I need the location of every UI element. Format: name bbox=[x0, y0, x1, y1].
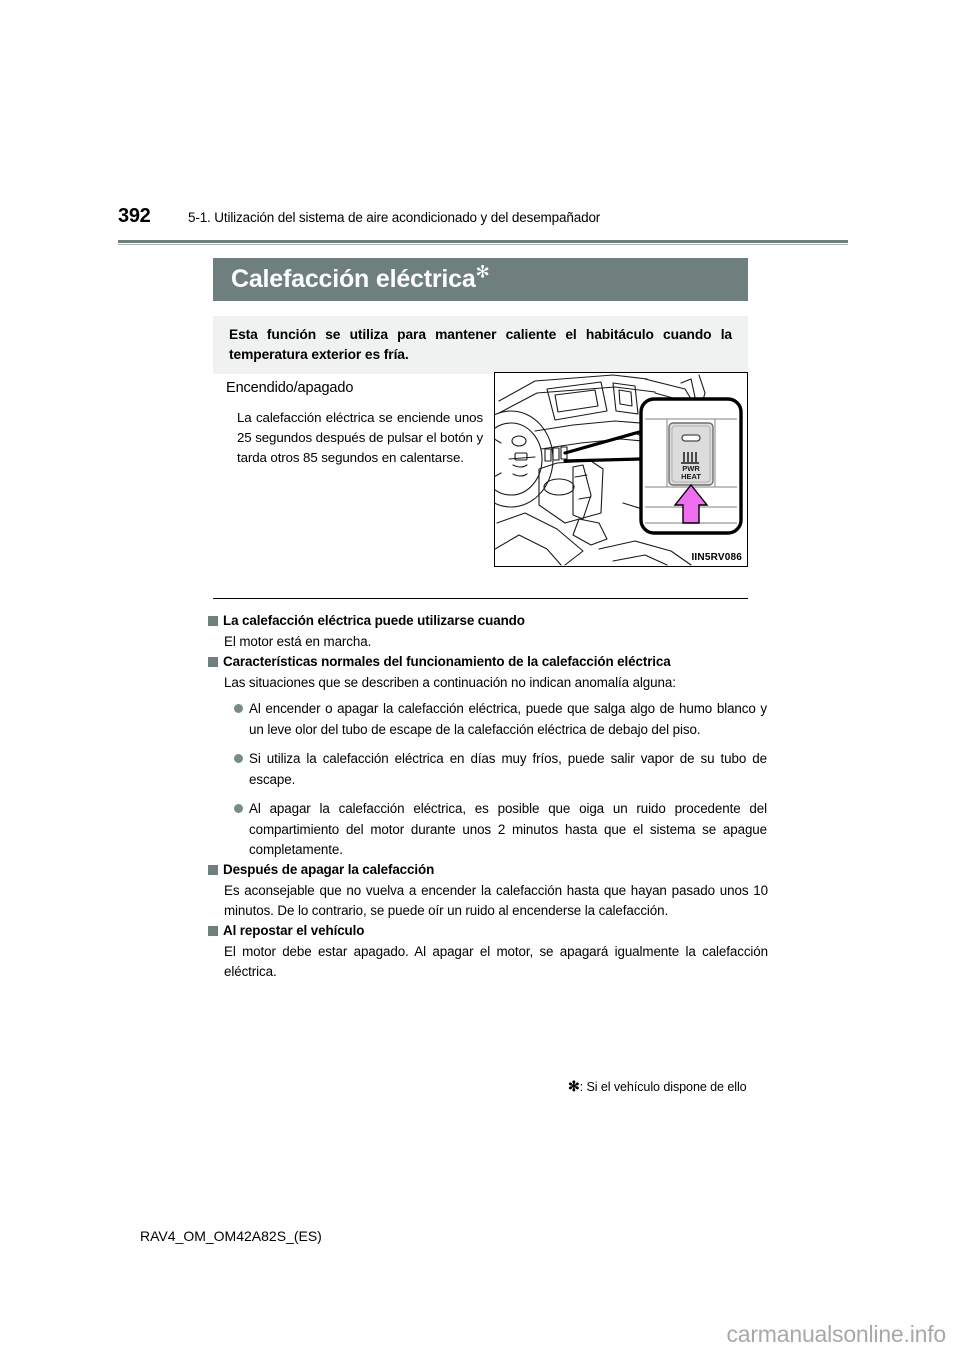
note-heading-row bbox=[208, 922, 768, 940]
intro-text: Esta función se utiliza para mantener caliente el habitáculo cuando la temperatura exterior es fría. bbox=[229, 327, 732, 362]
square-bullet-icon bbox=[208, 926, 218, 936]
dot-bullet-icon bbox=[234, 804, 243, 813]
footnote bbox=[568, 1078, 747, 1095]
notes-section bbox=[208, 612, 768, 983]
footnote-text: : Si el vehículo dispone de ello bbox=[579, 1080, 747, 1094]
list-item-text: Si utiliza la calefacción eléctrica en días muy fríos, puede salir vapor de su tubo de escape. bbox=[249, 751, 767, 787]
button-callout-panel bbox=[641, 399, 741, 533]
footnote-asterisk: ✻ bbox=[568, 1078, 580, 1094]
content-divider bbox=[213, 598, 748, 599]
note-body: Las situaciones que se describen a continuación no indican anomalía alguna: bbox=[224, 674, 676, 690]
header-divider-thin bbox=[118, 244, 848, 245]
subsection-heading: Encendido/apagado bbox=[226, 380, 354, 396]
list-item-text: Al encender o apagar la calefacción eléctrica, puede que salga algo de humo blanco y un leve olor del tubo de escape de la calefacción eléctrica de debajo del piso. bbox=[249, 701, 767, 737]
note-heading: Después de apagar la calefacción bbox=[223, 861, 435, 877]
title-asterisk: ✻ bbox=[475, 262, 490, 282]
note-heading: La calefacción eléctrica puede utilizarse cuando bbox=[223, 613, 525, 628]
site-watermark: carmanualsonline.info bbox=[726, 1321, 946, 1347]
list-item bbox=[234, 799, 768, 861]
page-title-text: Calefacción eléctrica bbox=[231, 265, 476, 293]
square-bullet-icon bbox=[208, 865, 218, 875]
note-heading-row bbox=[208, 612, 768, 630]
note-heading-row bbox=[208, 653, 768, 671]
note-body: El motor está en marcha. bbox=[224, 634, 372, 649]
intro-callout-box bbox=[213, 316, 748, 374]
square-bullet-icon bbox=[208, 616, 218, 626]
list-item bbox=[234, 699, 768, 740]
document-code: RAV4_OM_OM42A82S_(ES) bbox=[140, 1228, 322, 1244]
list-item bbox=[234, 749, 768, 790]
note-bullet-list bbox=[234, 699, 768, 861]
illustration-frame bbox=[494, 372, 748, 567]
note-block bbox=[208, 861, 768, 922]
page-number: 392 bbox=[118, 205, 151, 227]
section-title-bar bbox=[213, 258, 748, 301]
note-block bbox=[208, 612, 768, 653]
dot-bullet-icon bbox=[234, 754, 243, 763]
header-divider bbox=[118, 240, 848, 243]
subsection-paragraph: La calefacción eléctrica se enciende unos 25 segundos después de pulsar el botón y tarda otros 85 segundos en calentarse. bbox=[237, 410, 483, 465]
note-body: El motor debe estar apagado. Al apagar el motor, se apagará igualmente la calefacción eléctrica. bbox=[224, 943, 768, 979]
page-title bbox=[213, 262, 490, 294]
page-header bbox=[118, 205, 848, 228]
dashboard-illustration bbox=[495, 373, 747, 566]
button-label-pwr: PWR bbox=[682, 464, 700, 473]
button-label-heat: HEAT bbox=[681, 472, 701, 481]
illustration-caption: IIN5RV086 bbox=[691, 552, 742, 563]
note-heading: Al repostar el vehículo bbox=[223, 922, 365, 938]
list-item-text: Al apagar la calefacción eléctrica, es posible que oiga un ruido procedente del compartimiento del motor durante unos 2 minutos hasta que el sistema se apague completamente. bbox=[249, 801, 767, 857]
dot-bullet-icon bbox=[234, 704, 243, 713]
note-heading-row bbox=[208, 861, 768, 879]
square-bullet-icon bbox=[208, 657, 218, 667]
note-block bbox=[208, 653, 768, 861]
note-block bbox=[208, 922, 768, 983]
breadcrumb: 5-1. Utilización del sistema de aire acondicionado y del desempañador bbox=[188, 210, 601, 225]
note-body: Es aconsejable que no vuelva a encender la calefacción hasta que hayan pasado unos 10 minutos. De lo contrario, se puede oír un ruido al encenderse la calefacción. bbox=[224, 882, 768, 918]
note-heading: Características normales del funcionamiento de la calefacción eléctrica bbox=[223, 653, 671, 669]
